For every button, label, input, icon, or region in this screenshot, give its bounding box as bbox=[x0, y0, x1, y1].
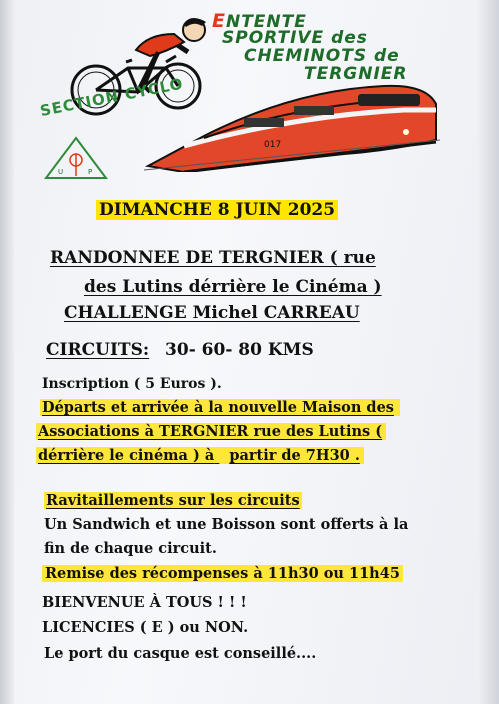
depart-line-3 bbox=[36, 447, 364, 464]
ravito-heading: Ravitaillements sur les circuits bbox=[46, 492, 300, 509]
ravito-line-2: fin de chaque circuit. bbox=[44, 540, 217, 557]
welcome-text: BIENVENUE À TOUS ! ! ! bbox=[42, 594, 247, 611]
svg-text:P: P bbox=[88, 168, 93, 176]
circuits-value: 30- 60- 80 KMS bbox=[165, 340, 314, 360]
org-line-4: TERGNIER bbox=[304, 64, 408, 84]
train-icon bbox=[144, 80, 440, 172]
svg-text:U: U bbox=[58, 168, 64, 176]
depart-line-3b: partir de 7H30 . bbox=[229, 447, 360, 464]
circuits-row bbox=[46, 340, 314, 360]
depart-line-2: Associations à TERGNIER rue des Lutins ( bbox=[36, 423, 386, 440]
org-line-1: ENTENTE bbox=[212, 10, 307, 32]
helmet-text: Le port du casque est conseillé.... bbox=[44, 645, 317, 662]
event-title-line-1: RANDONNEE DE TERGNIER ( rue bbox=[50, 248, 376, 268]
depart-line-3a: dérrière le cinéma ) à bbox=[38, 447, 215, 464]
ufolep-badge-icon bbox=[44, 136, 108, 180]
event-date: DIMANCHE 8 JUIN 2025 bbox=[96, 200, 338, 220]
club-logo bbox=[36, 10, 436, 182]
section-cyclo-label: SECTION CYCLO bbox=[38, 74, 185, 120]
inscription-text: Inscription ( 5 Euros ). bbox=[42, 376, 222, 392]
ravito-line-1: Un Sandwich et une Boisson sont offerts à la bbox=[44, 516, 409, 533]
event-title-line-3: CHALLENGE Michel CARREAU bbox=[64, 303, 360, 323]
circuits-label: CIRCUITS: bbox=[46, 340, 150, 360]
train-number: 017 bbox=[264, 140, 282, 150]
paper-shadow-right bbox=[477, 0, 499, 704]
org-line-3: CHEMINOTS de bbox=[244, 46, 400, 66]
licence-text: LICENCIES ( E ) ou NON. bbox=[42, 619, 249, 636]
event-title-line-2: des Lutins dérrière le Cinéma ) bbox=[84, 277, 382, 297]
remise-text: Remise des récompenses à 11h30 ou 11h45 bbox=[42, 565, 403, 582]
depart-line-1: Départs et arrivée à la nouvelle Maison des bbox=[40, 399, 400, 416]
org-line-2: SPORTIVE des bbox=[222, 28, 368, 48]
org-line-1-text: NTENTE bbox=[225, 12, 307, 32]
paper-shadow-left bbox=[0, 0, 14, 704]
